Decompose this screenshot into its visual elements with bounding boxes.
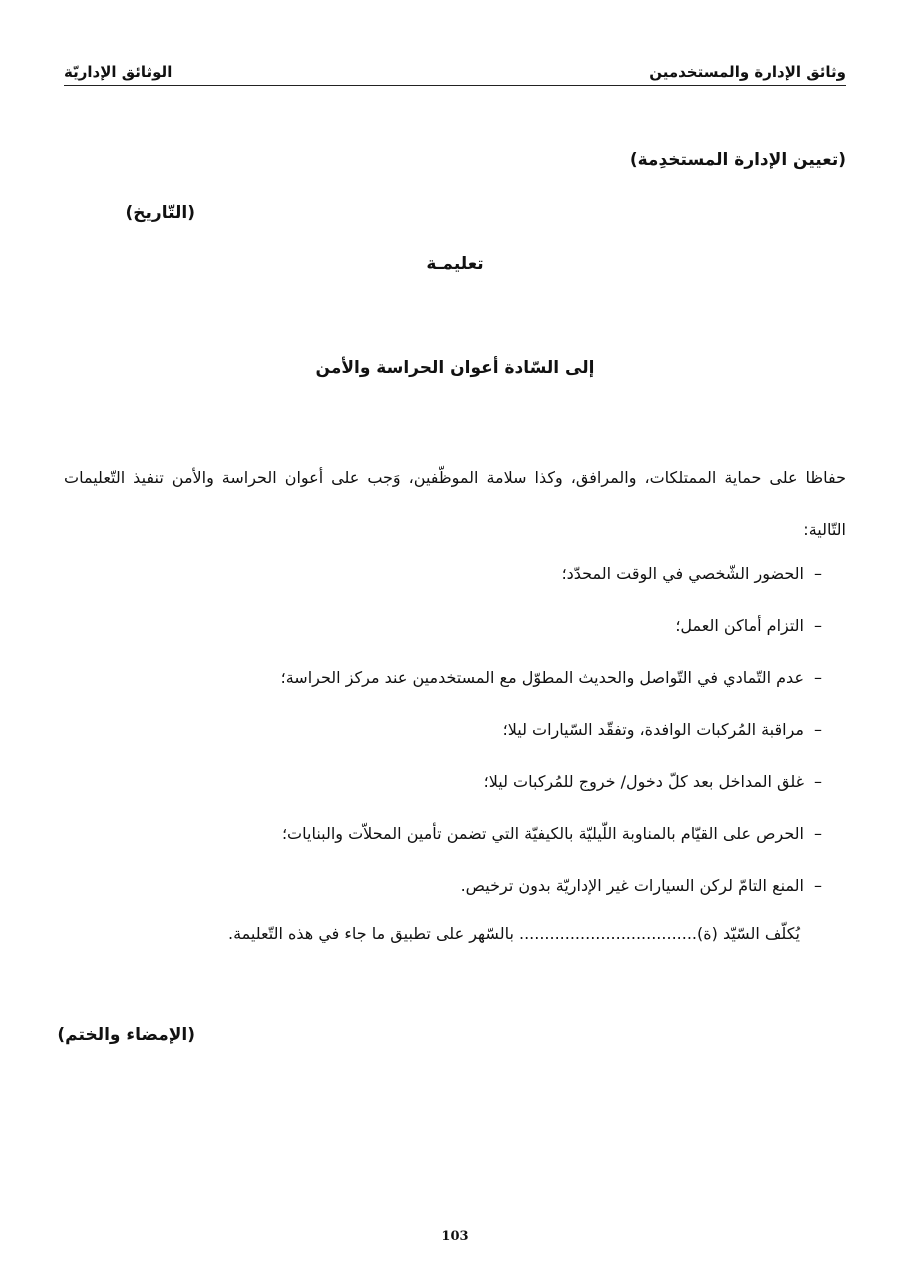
document-title: تعليمـة: [426, 254, 484, 274]
administration-placeholder: (تعيين الإدارة المستخدِمة): [629, 150, 846, 170]
bullet-dash: –: [814, 876, 822, 895]
instruction-text: المنع التامّ لركن السيارات غير الإداريّة بدون ترخيص.: [460, 876, 804, 895]
list-item: [281, 770, 822, 822]
instruction-text: مراقبة المُركبات الوافدة، وتفقّد السّيارات ليلا؛: [502, 720, 804, 739]
instruction-text: الحضور الشّخصي في الوقت المحدّد؛: [561, 564, 804, 583]
list-item: [281, 874, 822, 926]
page-number: 103: [441, 1229, 469, 1244]
bullet-dash: –: [814, 616, 822, 635]
bullet-dash: –: [814, 772, 822, 791]
header-left-title: الوثائق الإداريّة: [64, 63, 173, 81]
list-item: [281, 718, 822, 770]
instruction-text: عدم التّمادي في التّواصل والحديث المطوّل مع المستخدمين عند مركز الحراسة؛: [280, 668, 804, 687]
bullet-dash: –: [814, 720, 822, 739]
bullet-dash: –: [814, 564, 822, 583]
addressee-line: إلى السّادة أعوان الحراسة والأمن: [315, 358, 595, 378]
list-item: [281, 562, 822, 614]
list-item: [281, 666, 822, 718]
intro-paragraph: حفاظا على حماية الممتلكات، والمرافق، وكذا سلامة الموظّفين، وَجب على أعوان الحراسة والأمن تنفيذ التّعليمات التّالية:: [64, 468, 846, 539]
list-item: [281, 614, 822, 666]
signature-placeholder: (الإمضاء والختم): [57, 1025, 195, 1045]
bullet-dash: –: [814, 668, 822, 687]
running-header: [64, 58, 846, 86]
list-item: [281, 822, 822, 874]
instruction-text: غلق المداخل بعد كلّ دخول/ خروج للمُركبات ليلا؛: [483, 772, 804, 791]
instruction-text: التزام أماكن العمل؛: [675, 616, 804, 635]
bullet-dash: –: [814, 824, 822, 843]
instruction-list: [281, 562, 822, 926]
responsibility-line: يُكلّف السّيّد (ة)................................... بالسّهر على تطبيق ما جاء في هذه التّعليمة.: [228, 924, 800, 943]
instruction-text: الحرص على القيّام بالمناوبة اللّيليّة بالكيفيّة التي تضمن تأمين المحلاّت والبنايات؛: [281, 824, 804, 843]
date-placeholder: (التّاريخ): [125, 203, 195, 223]
header-right-title: وثائق الإدارة والمستخدمين: [649, 63, 846, 81]
